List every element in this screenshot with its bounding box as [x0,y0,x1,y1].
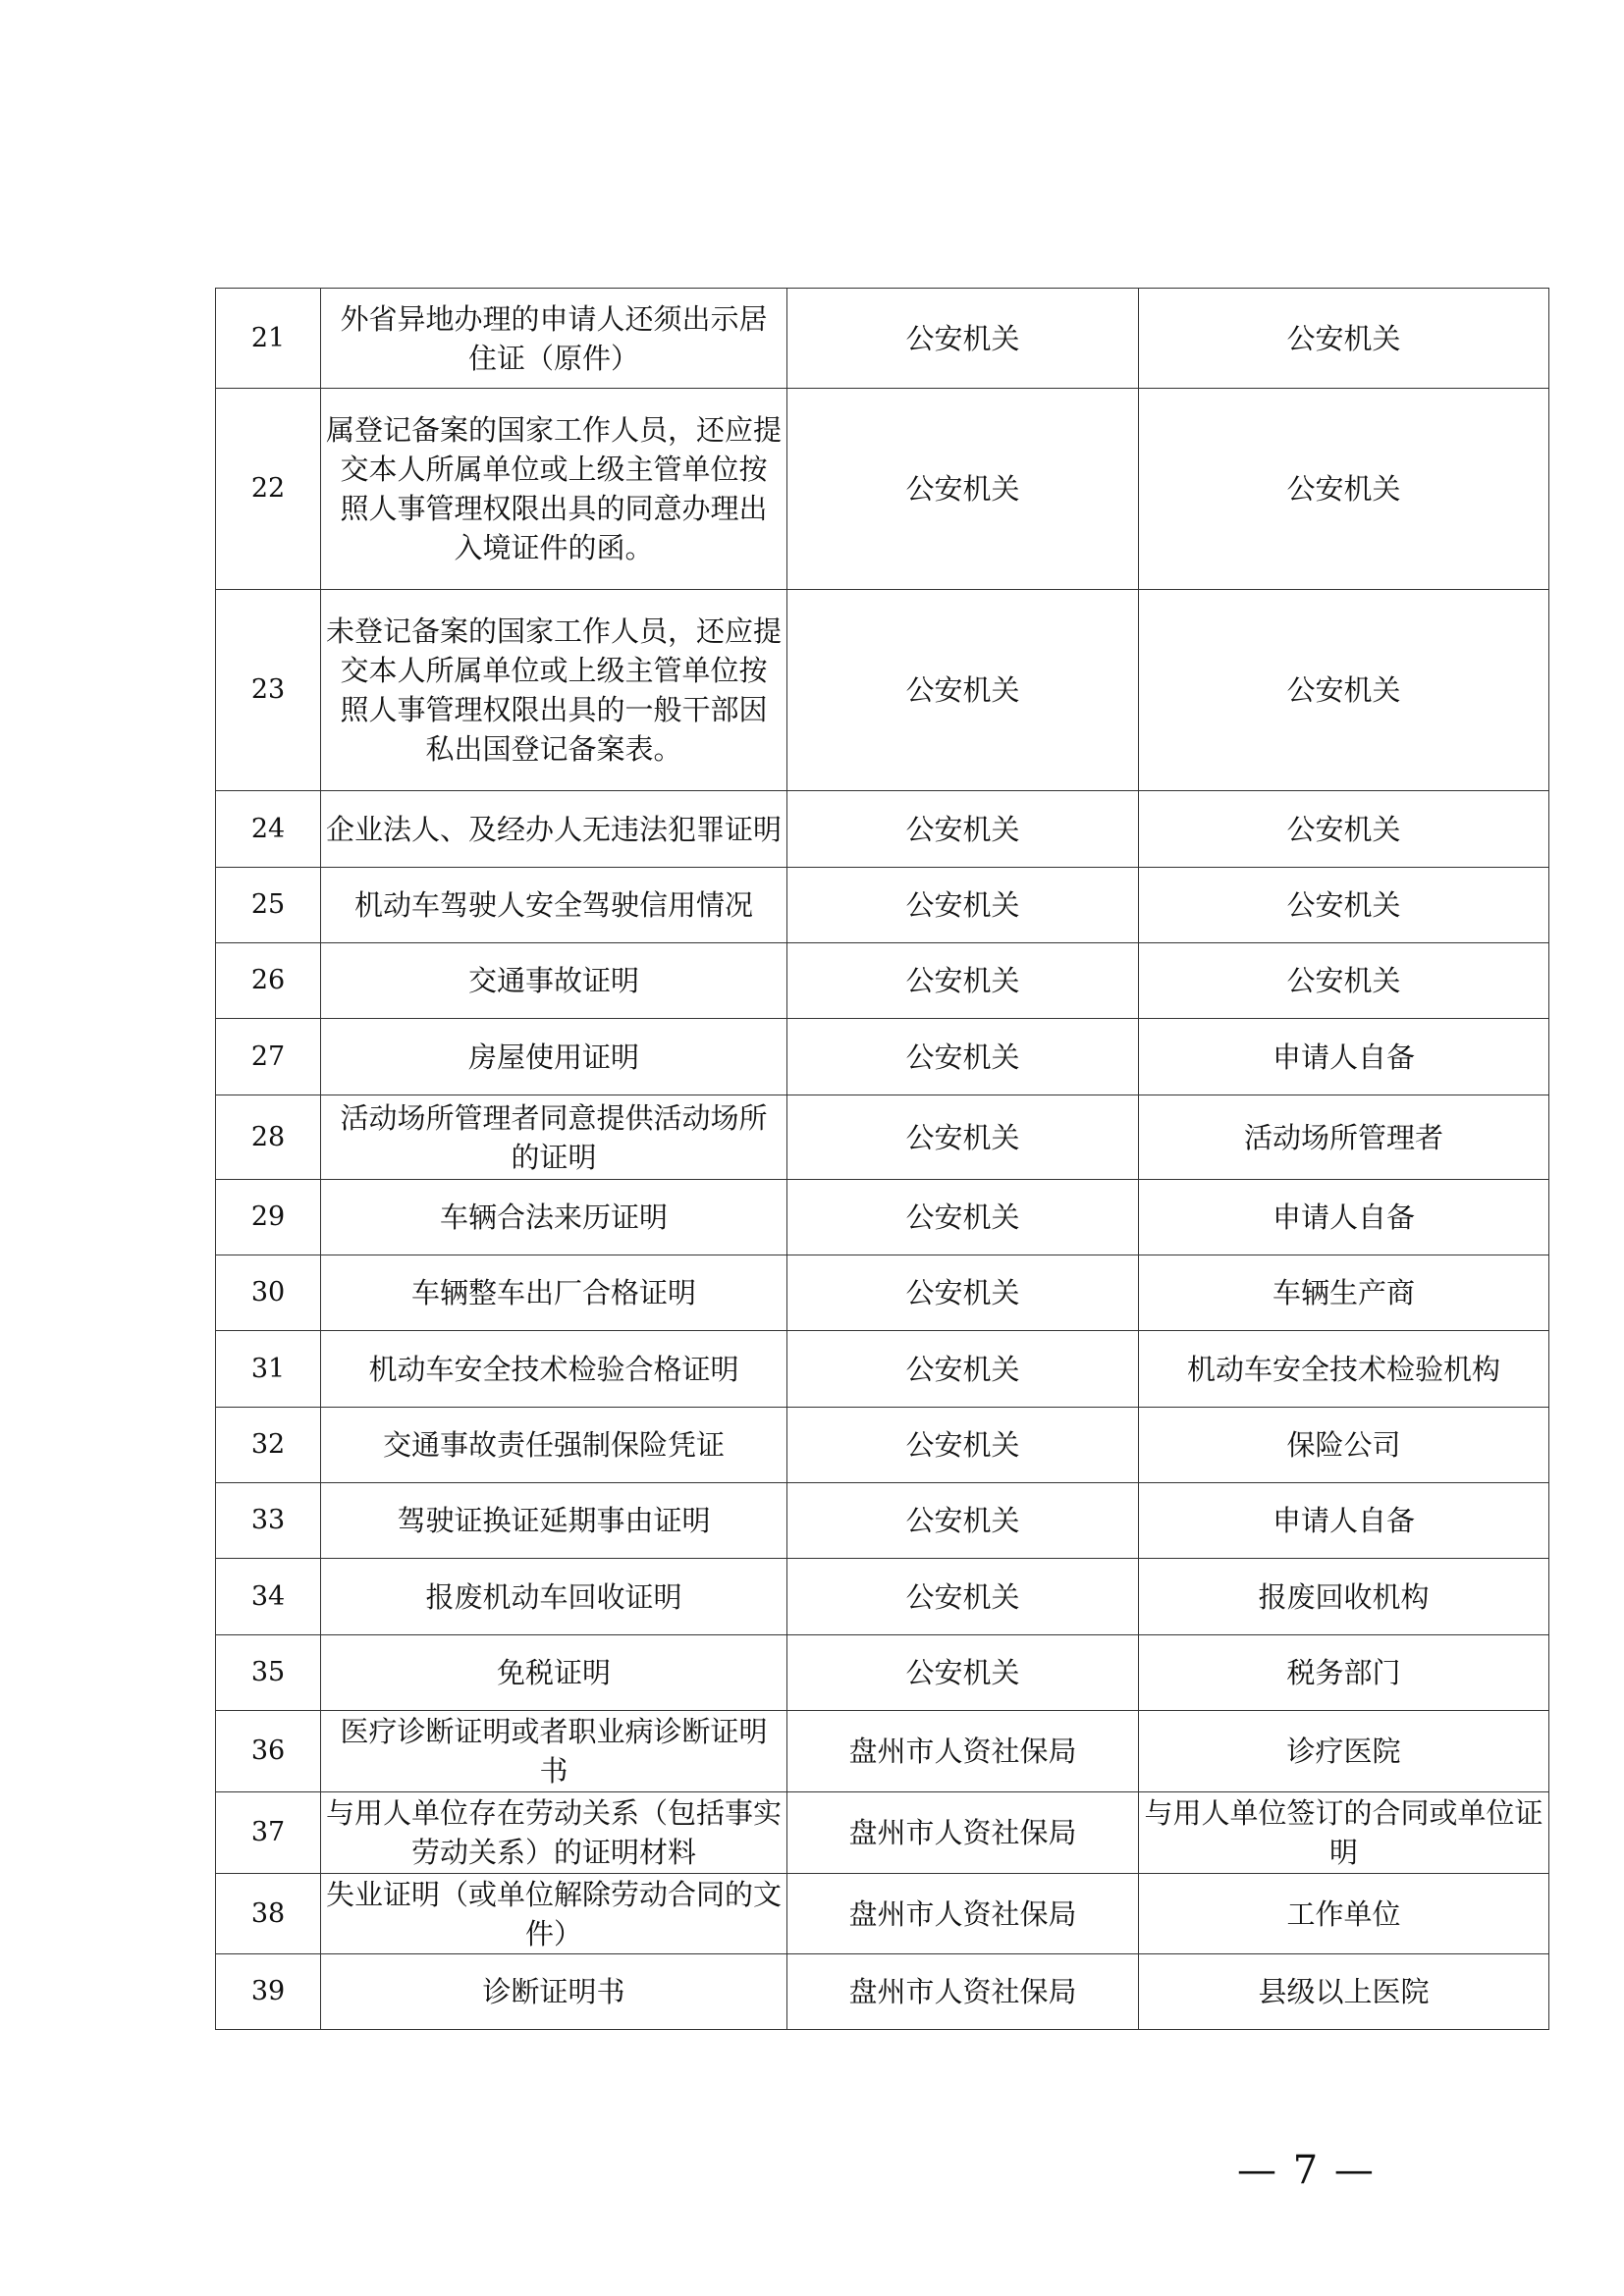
material-name-cell: 与用人单位存在劳动关系（包括事实 劳动关系）的证明材料 [321,1792,787,1874]
table-row [216,1255,1549,1331]
issuing-department-cell: 公安机关 [787,1559,1139,1635]
material-name-cell: 交通事故责任强制保险凭证 [321,1408,787,1483]
material-source-cell: 税务部门 [1139,1635,1549,1711]
material-source-cell: 车辆生产商 [1139,1255,1549,1331]
material-name-cell: 车辆整车出厂合格证明 [321,1255,787,1331]
row-number-cell: 37 [216,1792,321,1874]
material-name-cell: 失业证明（或单位解除劳动合同的文 件） [321,1874,787,1954]
row-number-cell: 24 [216,791,321,868]
table-row [216,590,1549,791]
issuing-department-cell: 公安机关 [787,1255,1139,1331]
material-name-cell: 诊断证明书 [321,1954,787,2030]
material-name-cell: 机动车安全技术检验合格证明 [321,1331,787,1408]
material-name-cell: 属登记备案的国家工作人员，还应提 交本人所属单位或上级主管单位按 照人事管理权限出具的同意办理出 入境证件的函。 [321,389,787,590]
issuing-department-cell: 公安机关 [787,1408,1139,1483]
table-row [216,1954,1549,2030]
material-source-cell: 活动场所管理者 [1139,1095,1549,1180]
material-name-cell: 房屋使用证明 [321,1019,787,1095]
material-name-cell: 活动场所管理者同意提供活动场所 的证明 [321,1095,787,1180]
table-row [216,1331,1549,1408]
row-number-cell: 26 [216,943,321,1019]
material-source-cell: 公安机关 [1139,868,1549,943]
material-source-cell: 公安机关 [1139,791,1549,868]
material-source-cell: 机动车安全技术检验机构 [1139,1331,1549,1408]
table-row [216,1635,1549,1711]
table-row [216,1559,1549,1635]
material-name-cell: 车辆合法来历证明 [321,1180,787,1255]
table-row [216,1483,1549,1559]
row-number-cell: 36 [216,1711,321,1792]
row-number-cell: 21 [216,289,321,389]
row-number-cell: 25 [216,868,321,943]
issuing-department-cell: 盘州市人资社保局 [787,1954,1139,2030]
issuing-department-cell: 公安机关 [787,1180,1139,1255]
material-source-cell: 申请人自备 [1139,1483,1549,1559]
table-row [216,1180,1549,1255]
material-name-cell: 外省异地办理的申请人还须出示居 住证（原件） [321,289,787,389]
material-name-cell: 医疗诊断证明或者职业病诊断证明 书 [321,1711,787,1792]
issuing-department-cell: 公安机关 [787,1331,1139,1408]
table-row [216,1874,1549,1954]
material-source-cell: 报废回收机构 [1139,1559,1549,1635]
row-number-cell: 28 [216,1095,321,1180]
material-source-cell: 工作单位 [1139,1874,1549,1954]
material-source-cell: 公安机关 [1139,389,1549,590]
issuing-department-cell: 公安机关 [787,868,1139,943]
issuing-department-cell: 盘州市人资社保局 [787,1874,1139,1954]
material-source-cell: 与用人单位签订的合同或单位证 明 [1139,1792,1549,1874]
issuing-department-cell: 公安机关 [787,943,1139,1019]
table-row [216,289,1549,389]
material-name-cell: 报废机动车回收证明 [321,1559,787,1635]
table-row [216,868,1549,943]
table-row [216,1095,1549,1180]
issuing-department-cell: 公安机关 [787,1095,1139,1180]
table-row [216,389,1549,590]
table-row [216,1792,1549,1874]
material-source-cell: 诊疗医院 [1139,1711,1549,1792]
row-number-cell: 32 [216,1408,321,1483]
material-name-cell: 机动车驾驶人安全驾驶信用情况 [321,868,787,943]
material-source-cell: 公安机关 [1139,289,1549,389]
issuing-department-cell: 公安机关 [787,590,1139,791]
material-name-cell: 免税证明 [321,1635,787,1711]
issuing-department-cell: 公安机关 [787,1635,1139,1711]
issuing-department-cell: 公安机关 [787,389,1139,590]
table-row [216,1408,1549,1483]
table-row [216,791,1549,868]
issuing-department-cell: 公安机关 [787,289,1139,389]
material-name-cell: 未登记备案的国家工作人员，还应提 交本人所属单位或上级主管单位按 照人事管理权限出具的一般干部因 私出国登记备案表。 [321,590,787,791]
row-number-cell: 31 [216,1331,321,1408]
material-source-cell: 县级以上医院 [1139,1954,1549,2030]
material-source-cell: 公安机关 [1139,590,1549,791]
row-number-cell: 38 [216,1874,321,1954]
issuing-department-cell: 公安机关 [787,791,1139,868]
material-source-cell: 申请人自备 [1139,1180,1549,1255]
table-row [216,943,1549,1019]
row-number-cell: 30 [216,1255,321,1331]
material-name-cell: 驾驶证换证延期事由证明 [321,1483,787,1559]
row-number-cell: 22 [216,389,321,590]
material-source-cell: 保险公司 [1139,1408,1549,1483]
table-row [216,1019,1549,1095]
row-number-cell: 27 [216,1019,321,1095]
issuing-department-cell: 盘州市人资社保局 [787,1711,1139,1792]
page-number: — 7 — [1237,2148,1376,2193]
material-name-cell: 交通事故证明 [321,943,787,1019]
issuing-department-cell: 盘州市人资社保局 [787,1792,1139,1874]
material-name-cell: 企业法人、及经办人无违法犯罪证明 [321,791,787,868]
row-number-cell: 39 [216,1954,321,2030]
row-number-cell: 34 [216,1559,321,1635]
materials-table-body [216,289,1549,2030]
table-row [216,1711,1549,1792]
row-number-cell: 23 [216,590,321,791]
row-number-cell: 29 [216,1180,321,1255]
material-source-cell: 申请人自备 [1139,1019,1549,1095]
materials-table [215,288,1549,2030]
row-number-cell: 35 [216,1635,321,1711]
row-number-cell: 33 [216,1483,321,1559]
material-source-cell: 公安机关 [1139,943,1549,1019]
issuing-department-cell: 公安机关 [787,1019,1139,1095]
issuing-department-cell: 公安机关 [787,1483,1139,1559]
